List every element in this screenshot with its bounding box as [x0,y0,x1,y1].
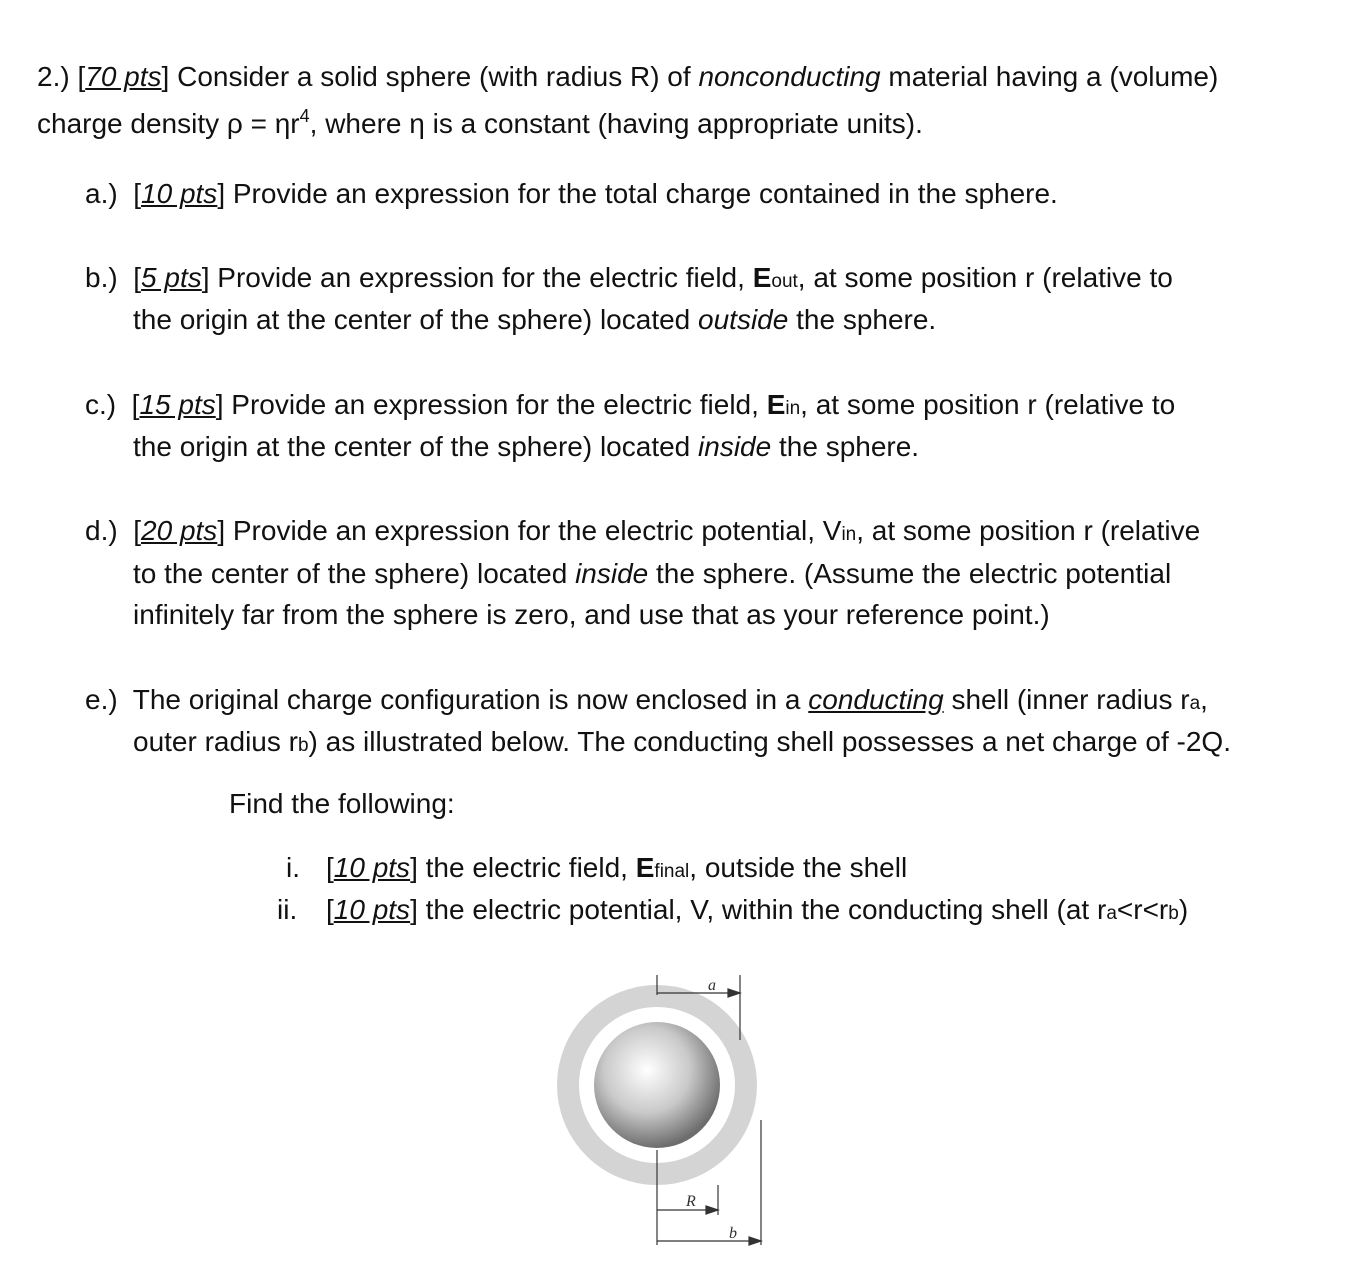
subpart-ii-label: ii. [277,894,298,925]
solid-sphere [594,1022,720,1148]
part-d-line-2: to the center of the sphere) located inside the sphere. (Assume the electric potential [133,558,1172,589]
subpart-i-label: i. [286,852,300,883]
label-a: a [708,977,716,994]
problem-points: 70 pts [85,61,162,92]
part-b-points: 5 pts [141,262,202,293]
subpart-ii: ii. [10 pts] the electric potential, V, within the conducting shell (at ra<r<rb) [277,894,1189,925]
part-d-line-3: infinitely far from the sphere is zero, and use that as your reference point.) [133,599,1050,630]
part-a: a.) [10 pts] Provide an expression for the total charge contained in the sphere. [85,178,1058,209]
label-b: b [729,1225,737,1242]
problem-number: 2.) [37,61,70,92]
subpart-i: i. [10 pts] the electric field, Efinal, outside the shell [286,852,908,883]
part-a-points: 10 pts [141,178,218,209]
part-a-label: a.) [85,178,118,209]
part-d-label: d.) [85,515,118,546]
part-c-line-1: c.) [15 pts] Provide an expression for the electric field, Ein, at some position r (relative to [85,389,1176,420]
part-c-points: 15 pts [139,389,216,420]
part-d-points: 20 pts [141,515,218,546]
subpart-i-points: 10 pts [333,852,411,883]
problem-intro-line-1: 2.) [70 pts] Consider a solid sphere (with radius R) of nonconducting material having a (volume) [37,61,1219,92]
subpart-ii-points: 10 pts [333,894,411,925]
part-c-label: c.) [85,389,117,420]
part-e-line-1: e.) The original charge configuration is now enclosed in a conducting shell (inner radius ra, [85,684,1208,715]
find-following: Find the following: [229,788,455,819]
part-b-label: b.) [85,262,118,293]
problem-intro-line-2: charge density $\rho = \eta r^4$, where η is a constant (having appropriate units). [37,106,923,139]
part-e-label: e.) [85,684,118,715]
part-d-line-1: d.) [20 pts] Provide an expression for the electric potential, Vin, at some position r (relative [85,515,1201,546]
part-e-line-2: outer radius rb) as illustrated below. The conducting shell possesses a net charge of -2Q. [133,726,1231,757]
part-c-line-2: the origin at the center of the sphere) located inside the sphere. [133,431,920,462]
label-R: R [686,1193,696,1210]
part-b-line-2: the origin at the center of the sphere) located outside the sphere. [133,304,937,335]
part-b-line-1: b.) [5 pts] Provide an expression for the electric field, Eout, at some position r (relative to [85,262,1173,293]
